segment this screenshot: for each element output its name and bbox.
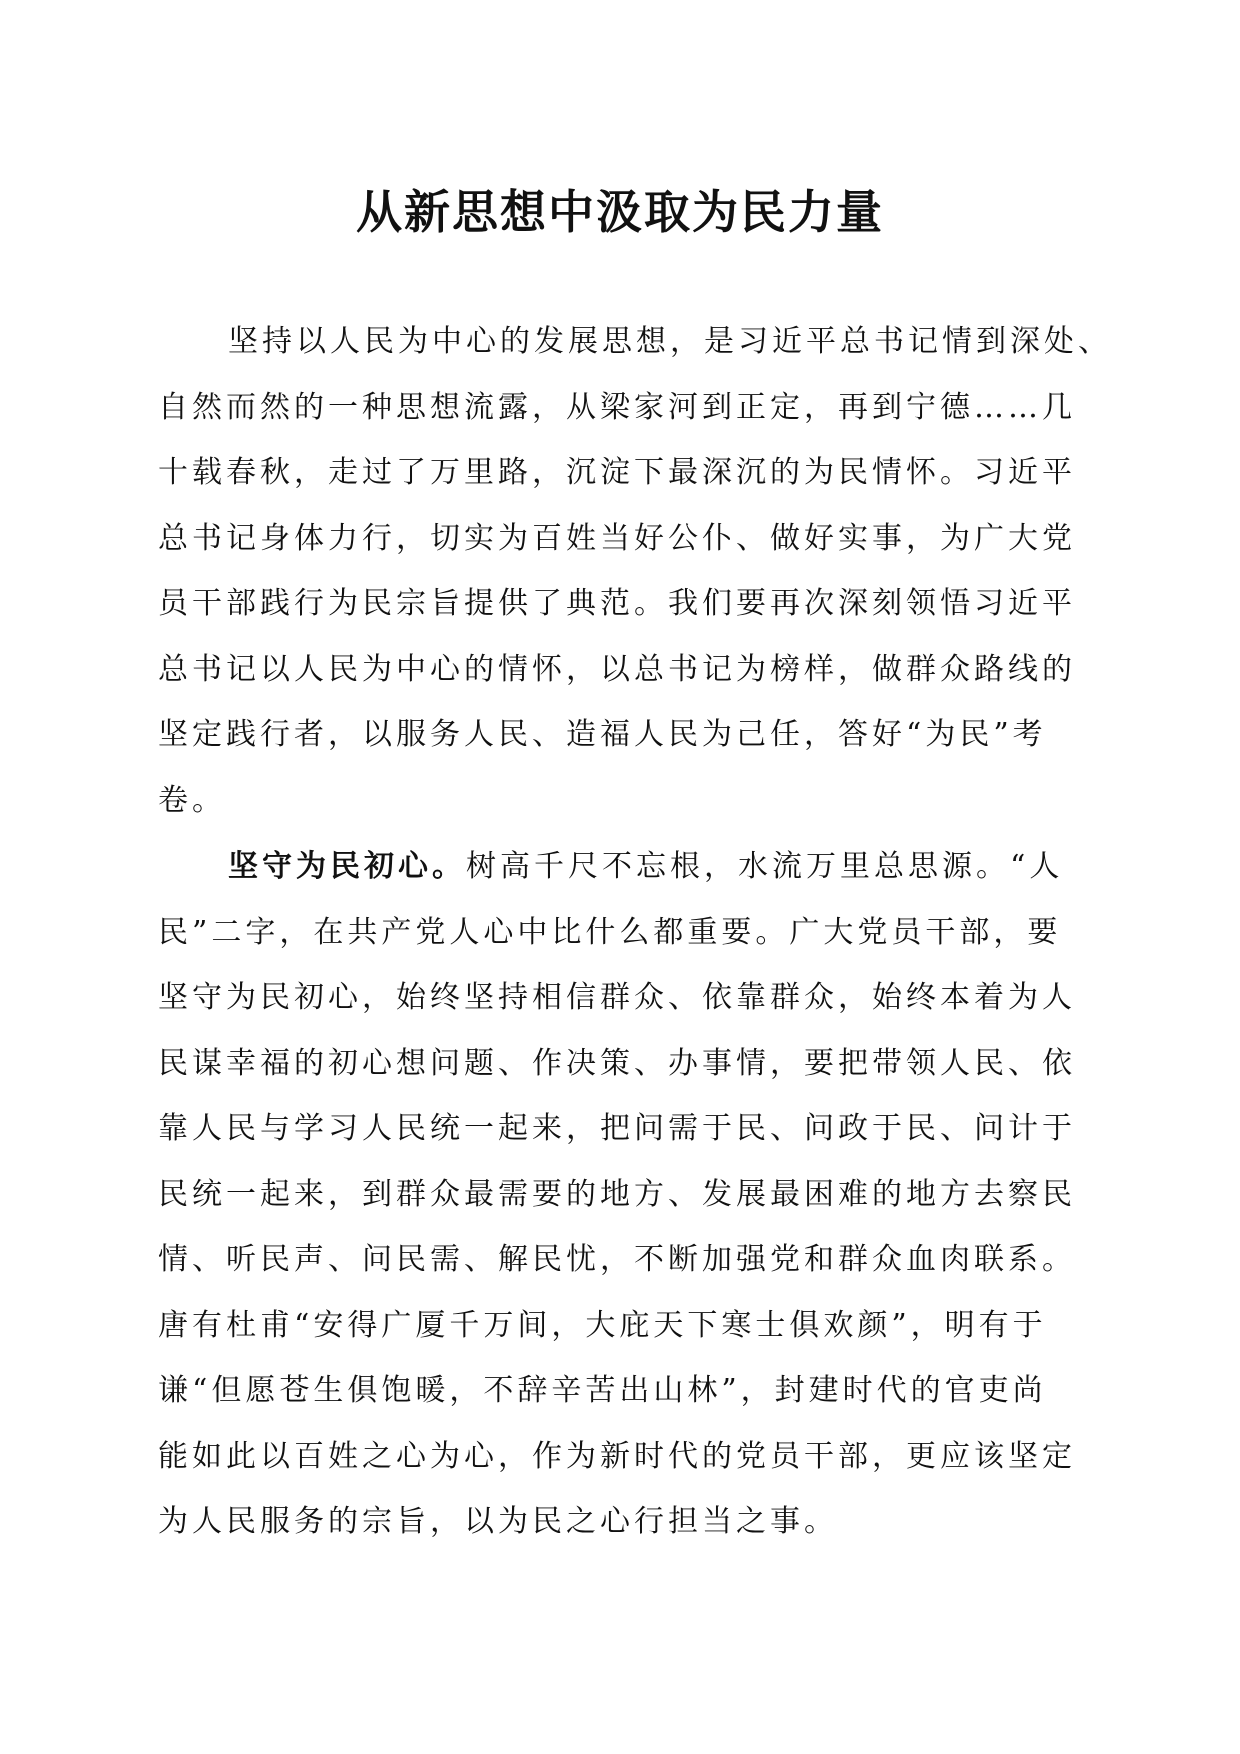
paragraph-first-line	[158, 834, 1098, 900]
paragraph-line: 民统一起来，到群众最需要的地方、发展最困难的地方去察民	[158, 1176, 1076, 1212]
paragraph-line: 民”二字，在共产党人心中比什么都重要。广大党员干部，要	[158, 914, 1062, 950]
paragraph-line: 总书记以人民为中心的情怀，以总书记为榜样，做群众路线的	[158, 651, 1076, 687]
paragraph-1	[158, 309, 1112, 833]
paragraph-line: 自然而然的一种思想流露，从梁家河到正定，再到宁德……几	[158, 389, 1076, 425]
paragraph-line: 靠人民与学习人民统一起来，把问需于民、问政于民、问计于	[158, 1111, 1076, 1146]
paragraph-line: 谦“但愿苍生俱饱暖，不辞辛苦出山林”，封建时代的官吏尚	[158, 1373, 1047, 1408]
paragraph-line: 坚持以人民为中心的发展思想，是习近平总书记情到深处、	[228, 324, 1112, 359]
paragraph-line: 员干部践行为民宗旨提供了典范。我们要再次深刻领悟习近平	[158, 586, 1076, 621]
paragraph-line: 民谋幸福的初心想问题、作决策、办事情，要把带领人民、依	[158, 1045, 1076, 1081]
paragraph-first-line-text: 树高千尺不忘根，水流万里总思源。“人	[466, 849, 1064, 884]
paragraph-line: 坚定践行者，以服务人民、造福人民为己任，答好“为民”考	[158, 717, 1047, 752]
paragraph-line: 坚守为民初心，始终坚持相信群众、依靠群众，始终本着为人	[158, 980, 1076, 1015]
paragraph-lead-heading: 坚守为民初心。	[228, 849, 466, 884]
paragraph-2	[158, 834, 1098, 1555]
paragraph-line: 情、听民声、问民需、解民忧，不断加强党和群众血肉联系。	[158, 1242, 1076, 1277]
paragraph-line: 卷。	[158, 782, 226, 818]
paragraph-line: 十载春秋，走过了万里路，沉淀下最深沉的为民情怀。习近平	[158, 455, 1076, 490]
paragraph-line: 总书记身体力行，切实为百姓当好公仆、做好实事，为广大党	[158, 520, 1076, 556]
paragraph-line: 唐有杜甫“安得广厦千万间，大庇天下寒士俱欢颜”，明有于	[158, 1307, 1047, 1343]
document-title: 从新思想中汲取为民力量	[356, 185, 884, 239]
paragraph-line: 为人民服务的宗旨，以为民之心行担当之事。	[158, 1504, 838, 1539]
paragraph-line: 能如此以百姓之心为心，作为新时代的党员干部，更应该坚定	[158, 1438, 1076, 1474]
